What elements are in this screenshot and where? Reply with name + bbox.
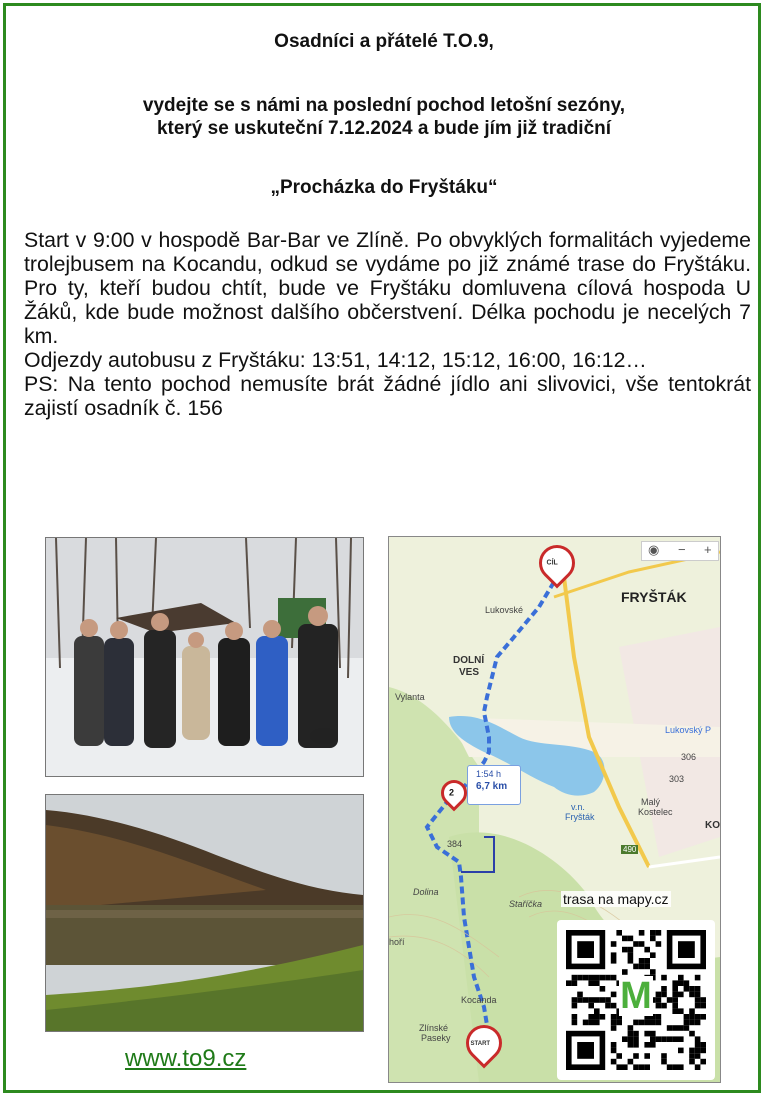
group-photo [45,537,364,777]
map-label-dolni: DOLNÍ [453,655,485,666]
map-label-ko: KO [705,820,720,831]
map-label-frystak-small: Fryšták [565,812,595,822]
map-label-ves: VES [459,667,480,678]
paragraph-ps: PS: Na tento pochod nemusíte brát žádné jídlo ani slivovici, vše tentokrát zajistí osadník č. 156 [24,372,751,420]
intro-line-2: který se uskuteční 7.12.2024 a bude jím již tradiční [156,118,612,139]
map-label-lukovsky: Lukovský P [665,725,712,735]
zoom-in-button[interactable]: + [704,542,712,557]
paragraph-start: Start v 9:00 v hospodě Bar-Bar ve Zlíně. Po obvyklých formalitách vyjedeme trolejbusem na Kocandu, odkud se vydáme po již známé trase do Fryštáku. Pro ty, kteří budou chtít, bude ve Fryštáku domluvena cílová hospoda U Žáků, kde bude možnost dalšího občerstvení. Délka pochodu je necelých 7 km. [24,228,751,348]
map-label-lukovske: Lukovské [485,605,524,615]
website-link[interactable]: www.to9.cz [125,1045,247,1072]
zoom-controls [641,541,719,561]
qr-code[interactable] [557,920,715,1080]
map-label-kocanda: Kocanda [461,995,497,1005]
end-marker-label: CÍL [546,559,558,567]
event-title: „Procházka do Fryštáku“ [270,177,498,198]
zoom-out-button[interactable]: − [678,542,686,557]
route-distance: 6,7 km [476,781,508,792]
pond-photo [45,794,364,1032]
qr-logo-letter: M [620,975,652,1017]
map-label-town: FRYŠTÁK [621,589,687,605]
route-caption: trasa na mapy.cz [563,891,669,907]
map-label-hori: hoří [389,937,405,947]
start-marker-label: START [470,1040,491,1047]
intro-line-1: vydejte se s námi na poslední pochod letošní sezóny, [142,95,626,116]
map-label-paseky: Paseky [421,1033,451,1043]
paragraph-buses: Odjezdy autobusu z Fryštáku: 13:51, 14:12, 15:12, 16:00, 16:12… [24,348,647,372]
map-label-vylanta: Vylanta [395,692,425,702]
map-label-elev-306: 306 [681,752,697,762]
map-label-staricka: Staříčka [509,899,543,909]
map-label-elev-384: 384 [447,839,463,849]
locate-icon[interactable]: ◉ [648,542,660,557]
route-time: 1:54 h [476,769,502,779]
route-info-box [467,765,521,805]
map-label-maly: Malý [641,797,661,807]
waypoint-marker-label: 2 [449,787,455,798]
map-label-dolina: Dolina [413,887,439,897]
map-label-elev-303: 303 [669,774,685,784]
map-label-zlinske: Zlínské [419,1023,449,1033]
greeting: Osadníci a přátelé T.O.9, [274,31,494,52]
map-label-vn: v.n. [571,802,585,812]
map-label-kostelec: Kostelec [638,807,673,817]
body-text [24,228,751,420]
map-label-road-490: 490 [623,845,637,854]
